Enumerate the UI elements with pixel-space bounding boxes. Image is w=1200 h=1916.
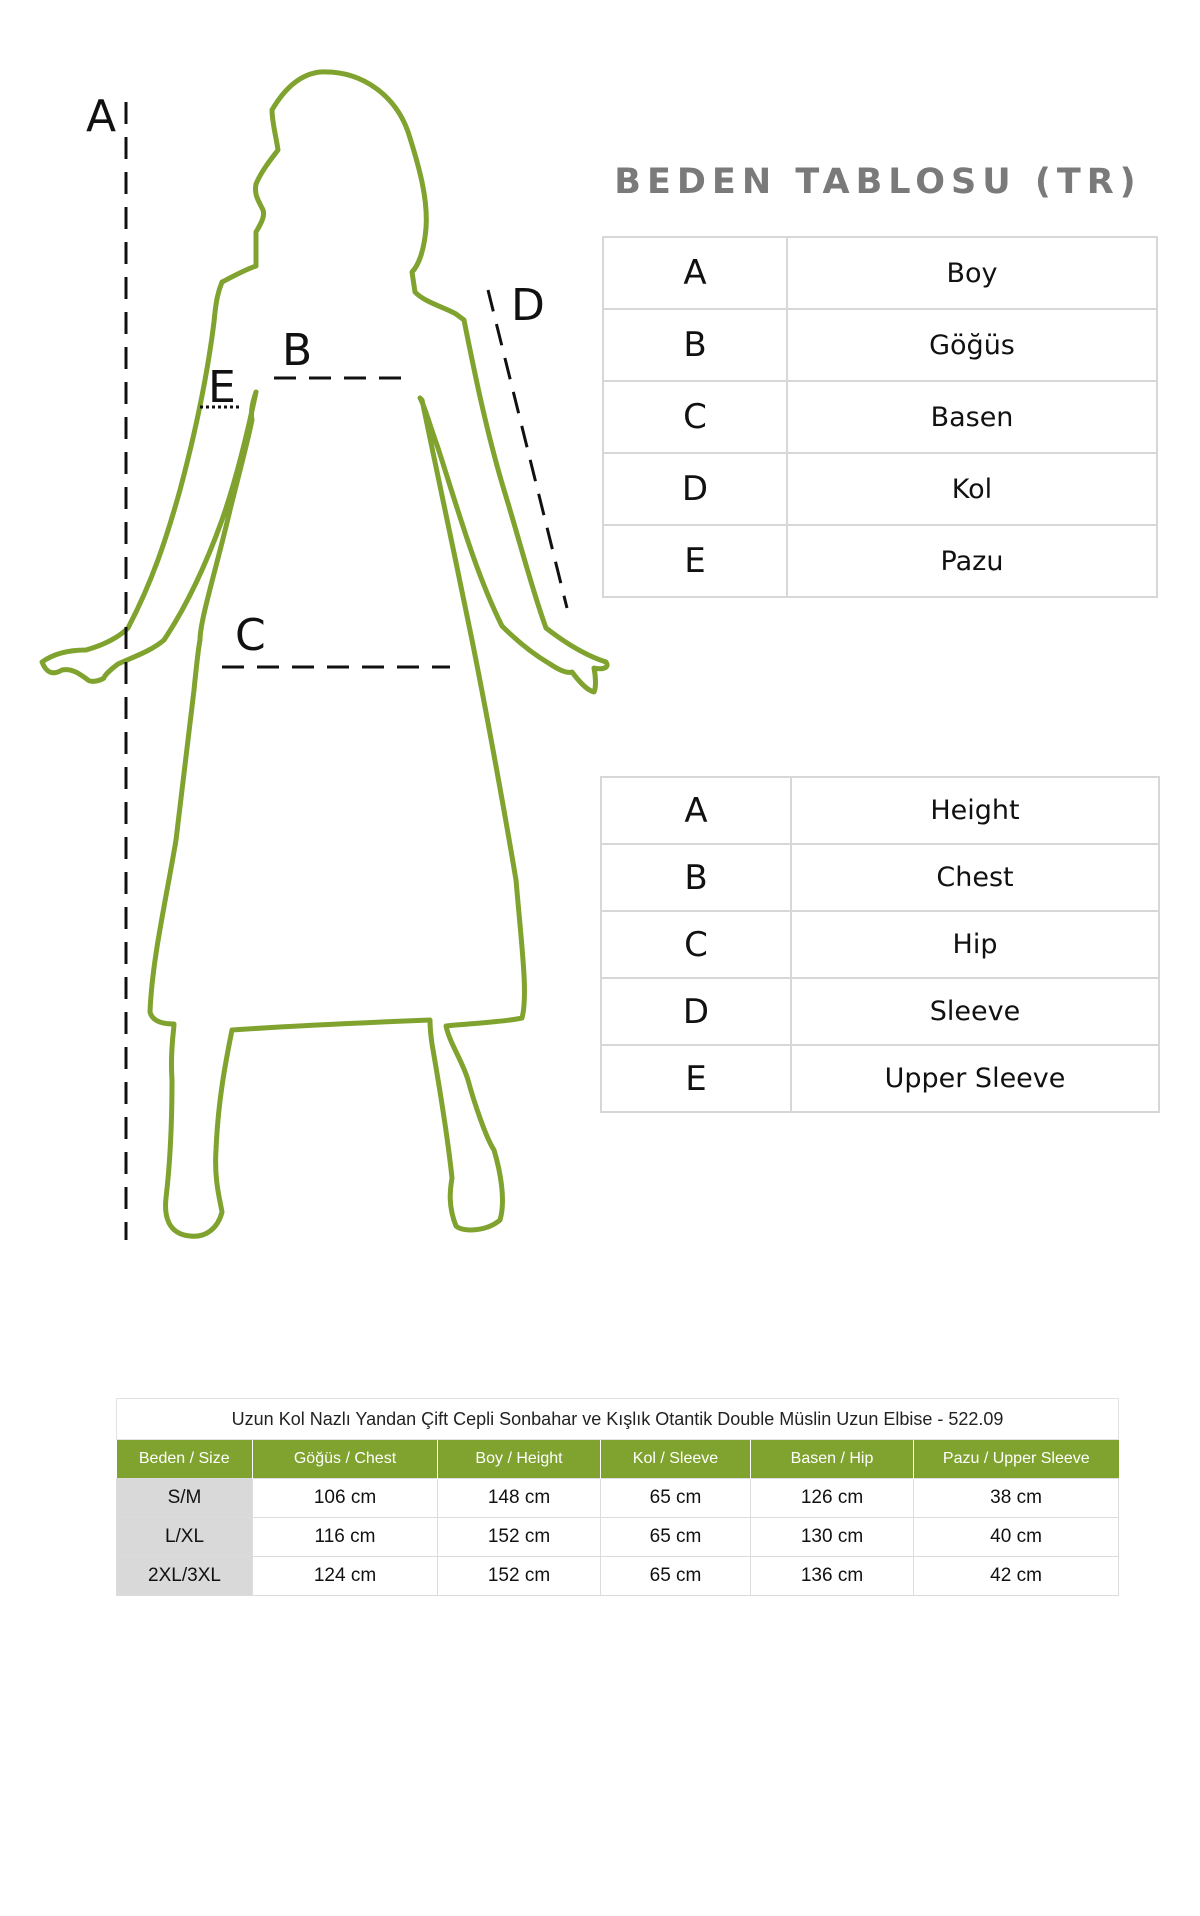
table-row [117, 1518, 1119, 1557]
table-cell: 152 cm [438, 1557, 601, 1596]
marker-d: D [511, 280, 545, 331]
key-label: Kol [787, 453, 1157, 525]
table-row [117, 1557, 1119, 1596]
table-cell: 152 cm [438, 1518, 601, 1557]
key-row [601, 777, 1159, 844]
key-label: Height [791, 777, 1159, 844]
key-letter: A [603, 237, 787, 309]
column-header: Basen / Hip [751, 1440, 914, 1479]
key-letter: D [603, 453, 787, 525]
key-label: Pazu [787, 525, 1157, 597]
key-row [601, 911, 1159, 978]
key-row [603, 237, 1157, 309]
table-cell: 40 cm [914, 1518, 1119, 1557]
key-label: Upper Sleeve [791, 1045, 1159, 1112]
key-row [603, 381, 1157, 453]
marker-a: A [86, 91, 117, 142]
size-cell: S/M [117, 1479, 253, 1518]
size-cell: 2XL/3XL [117, 1557, 253, 1596]
marker-e: E [208, 362, 236, 413]
size-chart-title: BEDEN TABLOSU (TR) [614, 162, 1142, 202]
column-header: Beden / Size [117, 1440, 253, 1479]
column-header: Pazu / Upper Sleeve [914, 1440, 1119, 1479]
key-row [601, 844, 1159, 911]
table-cell: 65 cm [601, 1557, 751, 1596]
table-cell: 136 cm [751, 1557, 914, 1596]
key-row [601, 1045, 1159, 1112]
column-header: Göğüs / Chest [253, 1440, 438, 1479]
key-letter: D [601, 978, 791, 1045]
size-cell: L/XL [117, 1518, 253, 1557]
measurement-key-en [600, 776, 1160, 1113]
table-cell: 65 cm [601, 1518, 751, 1557]
key-row [603, 453, 1157, 525]
table-cell: 65 cm [601, 1479, 751, 1518]
dress-silhouette-figure [0, 0, 640, 1300]
table-cell: 42 cm [914, 1557, 1119, 1596]
key-label: Boy [787, 237, 1157, 309]
table-cell: 106 cm [253, 1479, 438, 1518]
marker-b: B [282, 325, 313, 376]
marker-c: C [235, 610, 266, 661]
table-caption-row [117, 1399, 1119, 1440]
table-cell: 148 cm [438, 1479, 601, 1518]
table-cell: 130 cm [751, 1518, 914, 1557]
key-label: Chest [791, 844, 1159, 911]
product-title: Uzun Kol Nazlı Yandan Çift Cepli Sonbahar ve Kışlık Otantik Double Müslin Uzun Elbise - 522.09 [117, 1399, 1119, 1440]
key-row [603, 309, 1157, 381]
table-cell: 124 cm [253, 1557, 438, 1596]
column-header: Kol / Sleeve [601, 1440, 751, 1479]
key-letter: C [601, 911, 791, 978]
table-header-row [117, 1440, 1119, 1479]
key-letter: B [603, 309, 787, 381]
column-header: Boy / Height [438, 1440, 601, 1479]
table-cell: 116 cm [253, 1518, 438, 1557]
table-row [117, 1479, 1119, 1518]
key-letter: A [601, 777, 791, 844]
key-letter: E [603, 525, 787, 597]
measurement-key-tr [602, 236, 1158, 598]
key-label: Sleeve [791, 978, 1159, 1045]
key-letter: E [601, 1045, 791, 1112]
key-letter: B [601, 844, 791, 911]
key-row [601, 978, 1159, 1045]
table-cell: 126 cm [751, 1479, 914, 1518]
key-letter: C [603, 381, 787, 453]
key-row [603, 525, 1157, 597]
key-label: Hip [791, 911, 1159, 978]
key-label: Göğüs [787, 309, 1157, 381]
table-cell: 38 cm [914, 1479, 1119, 1518]
size-measurement-table [116, 1398, 1119, 1596]
key-label: Basen [787, 381, 1157, 453]
measure-line-d [488, 290, 567, 608]
